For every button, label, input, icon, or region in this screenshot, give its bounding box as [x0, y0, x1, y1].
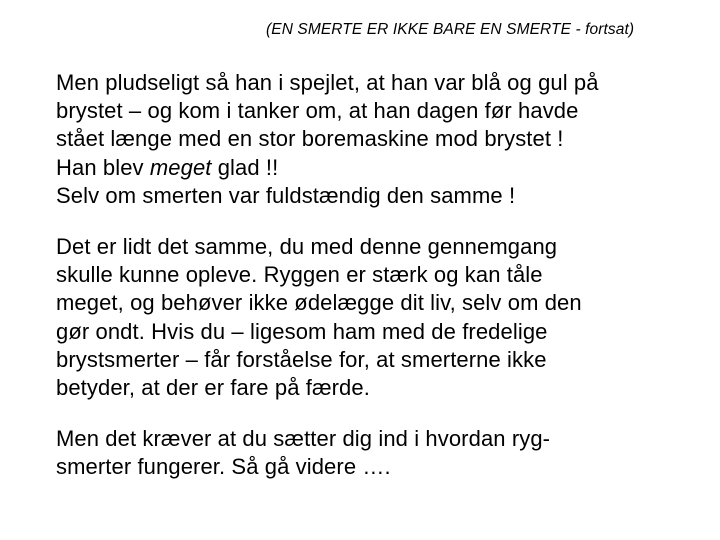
paragraph-3-line-2: smerter fungerer. Så gå videre …. — [56, 454, 391, 480]
paragraph-spacer — [56, 402, 676, 425]
paragraph-3-line-1: Men det kræver at du sætter dig ind i hvordan ryg- — [56, 426, 551, 452]
slide-header: (EN SMERTE ER IKKE BARE EN SMERTE - fortsat) — [266, 21, 635, 38]
paragraph-1-line-5: Selv om smerten var fuldstændig den samme ! — [56, 182, 516, 208]
paragraph-2-line-4: gør ondt. Hvis du – ligesom ham med de fredelige — [56, 318, 548, 344]
paragraph-1-line-4 — [56, 154, 676, 182]
paragraph-spacer — [56, 210, 676, 233]
paragraph-1-line-1: Men pludseligt så han i spejlet, at han var blå og gul på — [56, 70, 599, 95]
paragraph-2-line-1: Det er lidt det samme, du med denne gennemgang — [56, 234, 558, 260]
paragraph-1-line-3: stået længe med en stor boremaskine mod brystet ! — [56, 126, 564, 152]
line-4-end: glad !! — [211, 154, 279, 180]
slide-body — [56, 69, 676, 482]
paragraph-3 — [56, 425, 676, 481]
paragraph-2-line-6: betyder, at der er fare på færde. — [56, 375, 370, 401]
paragraph-1 — [56, 69, 676, 210]
paragraph-2-line-3: meget, og behøver ikke ødelægge dit liv, selv om den — [56, 290, 582, 316]
paragraph-2 — [56, 233, 676, 402]
paragraph-2-line-5: brystsmerter – får forståelse for, at smerterne ikke — [56, 346, 547, 372]
paragraph-1-line-2: brystet – og kom i tanker om, at han dagen før havde — [56, 98, 579, 124]
line-4-start: Han blev — [56, 154, 150, 180]
paragraph-2-line-2: skulle kunne opleve. Ryggen er stærk og kan tåle — [56, 262, 543, 288]
emphasis-word: meget — [149, 154, 212, 180]
